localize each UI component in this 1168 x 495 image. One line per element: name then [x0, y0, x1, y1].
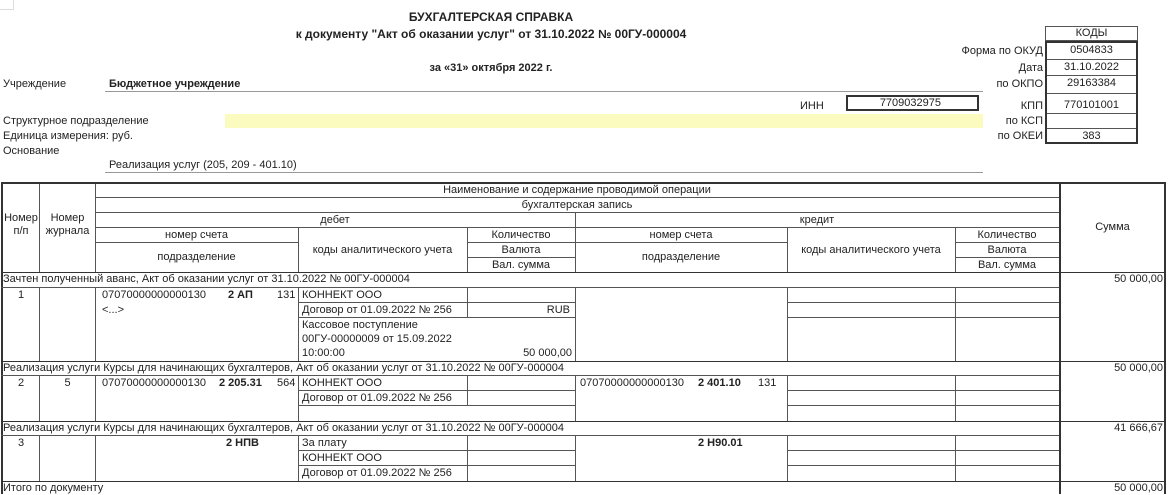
col-credit-analytics: коды аналитического учета [801, 244, 941, 256]
corner-frame [0, 0, 14, 10]
col-entry: бухгалтерская запись [521, 199, 633, 211]
group-1-analytics-0: КОННЕКТ ООО [302, 289, 382, 301]
kpp-value: 770101001 [1063, 99, 1120, 111]
okpo-value: 29163384 [1067, 77, 1116, 89]
document-date-line: за «31» октября 2022 г. [429, 62, 553, 74]
group-1-debit-code: 2 АП [228, 289, 253, 301]
group-1-debit-cur-sum: 50 000,00 [523, 347, 572, 359]
division-label: Структурное подразделение [3, 115, 149, 127]
inn-label: ИНН [800, 100, 824, 112]
group-2-analytics-0: КОННЕКТ ООО [302, 377, 382, 389]
col-debit-analytics: коды аналитического учета [312, 244, 453, 256]
basis-value: Реализация услуг (205, 209 - 401.10) [109, 159, 297, 171]
okpo-label: по ОКПО [996, 78, 1043, 90]
group-2-debit-code: 2 205.31 [219, 377, 262, 389]
date-value: 31.10.2022 [1063, 61, 1120, 73]
kpp-label: КПП [1020, 100, 1043, 112]
group-2-num: 2 [17, 377, 25, 389]
group-1-num: 1 [17, 289, 25, 301]
group-1-debit-currency: RUB [546, 304, 570, 316]
col-debit-division: подразделение [157, 251, 236, 263]
group-1-analytics-3: 00ГУ-00000009 от 15.09.2022 [302, 333, 452, 345]
group-3-debit-code: 2 НПВ [226, 437, 259, 449]
group-2-credit-account: 07070000000000130 [580, 377, 685, 389]
group-3-num: 3 [17, 437, 25, 449]
group-2-credit-kosgu: 131 [758, 377, 777, 389]
document-subtitle: к документу "Акт об оказании услуг" от 31.10.2022 № 00ГУ-000004 [295, 27, 687, 41]
col-sum: Сумма [1095, 221, 1130, 233]
okei-label: по ОКЕИ [997, 130, 1043, 142]
group-1-title: Зачтен полученный аванс, Акт об оказании услуг от 31.10.2022 № 00ГУ-000004 [3, 273, 410, 285]
col-debit-account: номер счета [165, 229, 228, 241]
col-debit-qty: Количество [491, 229, 551, 241]
group-2-analytics-1: Договор от 01.09.2022 № 256 [302, 392, 452, 404]
institution-label: Учреждение [3, 78, 67, 90]
group-2-sum: 50 000,00 [1114, 362, 1163, 374]
col-credit-currency: Валюта [987, 244, 1027, 256]
group-2-credit-code: 2 401.10 [698, 377, 741, 389]
group-3-sum: 41 666,67 [1114, 422, 1163, 434]
unit-label: Единица измерения: руб. [3, 130, 133, 142]
group-1-debit-kosgu: 131 [277, 289, 296, 301]
col-credit-account: номер счета [649, 229, 713, 241]
okud-value: 0504833 [1070, 44, 1113, 56]
group-3-title: Реализация услуги Курсы для начинающих бухгалтеров, Акт об оказании услуг от 31.10.2022 № 00ГУ-000004 [3, 422, 565, 434]
col-debit-cur-sum: Вал. сумма [491, 259, 551, 271]
total-label: Итого по документу [3, 482, 104, 494]
group-2-title: Реализация услуги Курсы для начинающих бухгалтеров, Акт об оказании услуг от 31.10.2022 № 00ГУ-000004 [3, 362, 565, 374]
document-title: БУХГАЛТЕРСКАЯ СПРАВКА [408, 10, 574, 24]
col-credit-cur-sum: Вал. сумма [977, 259, 1037, 271]
col-credit: кредит [799, 214, 835, 226]
col-credit-division: подразделение [641, 251, 721, 263]
group-2-debit-kosgu: 564 [277, 377, 296, 389]
total-value: 50 000,00 [1114, 482, 1163, 494]
group-1-debit-account: 07070000000000130 [102, 289, 207, 301]
group-1-debit-division: <...> [102, 304, 125, 316]
group-2-debit-account: 07070000000000130 [102, 377, 207, 389]
group-3-credit-code: 2 Н90.01 [698, 437, 743, 449]
division-field[interactable] [225, 114, 983, 128]
group-1-analytics-1: Договор от 01.09.2022 № 256 [302, 304, 452, 316]
group-3-analytics-0: За плату [302, 437, 347, 449]
col-debit-currency: Валюта [501, 244, 541, 256]
col-operation: Наименование и содержание проводимой операции [443, 184, 711, 196]
ksp-label: по КСП [1005, 115, 1043, 127]
col-debit: дебет [320, 214, 350, 226]
group-1-analytics-2: Кассовое поступление [302, 319, 418, 331]
inn-field: 7709032975 [846, 95, 979, 111]
group-1-analytics-4: 10:00:00 [302, 347, 345, 359]
codes-title: КОДЫ [1045, 26, 1138, 41]
group-3-analytics-2: Договор от 01.09.2022 № 256 [302, 467, 452, 479]
date-label: Дата [1018, 62, 1043, 74]
institution-value: Бюджетное учреждение [109, 78, 241, 90]
col-number: Номер п/п [4, 212, 38, 237]
col-credit-qty: Количество [977, 229, 1037, 241]
okud-label: Форма по ОКУД [961, 45, 1043, 57]
col-journal: Номер журнала [45, 212, 90, 237]
group-2-journal: 5 [64, 377, 71, 389]
okei-value: 383 [1082, 130, 1101, 142]
group-1-sum: 50 000,00 [1114, 273, 1163, 285]
basis-label: Основание [3, 145, 60, 157]
group-3-analytics-1: КОННЕКТ ООО [302, 452, 382, 464]
